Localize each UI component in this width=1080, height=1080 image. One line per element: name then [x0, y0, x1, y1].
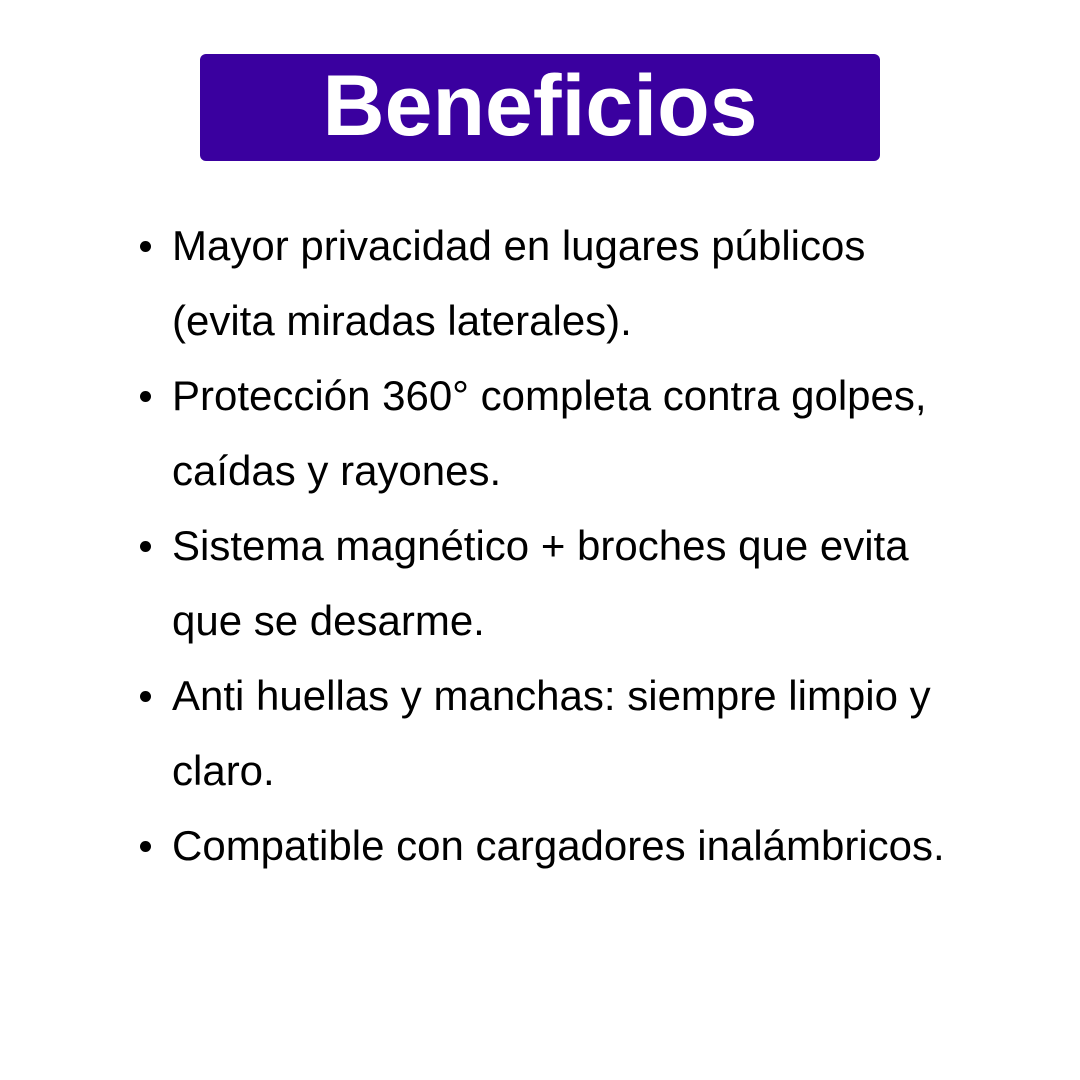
benefit-text-line: Mayor privacidad en lugares públicos [172, 222, 866, 269]
bullet-icon [140, 541, 151, 552]
title-banner [200, 54, 880, 161]
benefit-text-line: claro. [172, 747, 275, 794]
bullet-icon [140, 241, 151, 252]
benefit-text-line: Compatible con cargadores inalámbricos. [172, 822, 945, 869]
benefit-text-line: caídas y rayones. [172, 447, 502, 494]
bullet-icon [140, 391, 151, 402]
benefit-item-anti-fingerprint [172, 658, 1002, 808]
benefits-list [172, 208, 1002, 883]
benefit-item-wireless-charging [172, 808, 1002, 883]
benefit-item-protection [172, 358, 1002, 508]
benefit-text-line: (evita miradas laterales). [172, 297, 632, 344]
benefit-item-privacy [172, 208, 1002, 358]
benefit-text-line: Sistema magnético + broches que evita [172, 522, 909, 569]
page-title: Beneficios [322, 57, 758, 154]
bullet-icon [140, 691, 151, 702]
bullet-icon [140, 841, 151, 852]
benefit-item-magnetic [172, 508, 1002, 658]
benefit-text-line: que se desarme. [172, 597, 485, 644]
benefit-text-line: Protección 360° completa contra golpes, [172, 372, 927, 419]
benefit-text-line: Anti huellas y manchas: siempre limpio y [172, 672, 931, 719]
